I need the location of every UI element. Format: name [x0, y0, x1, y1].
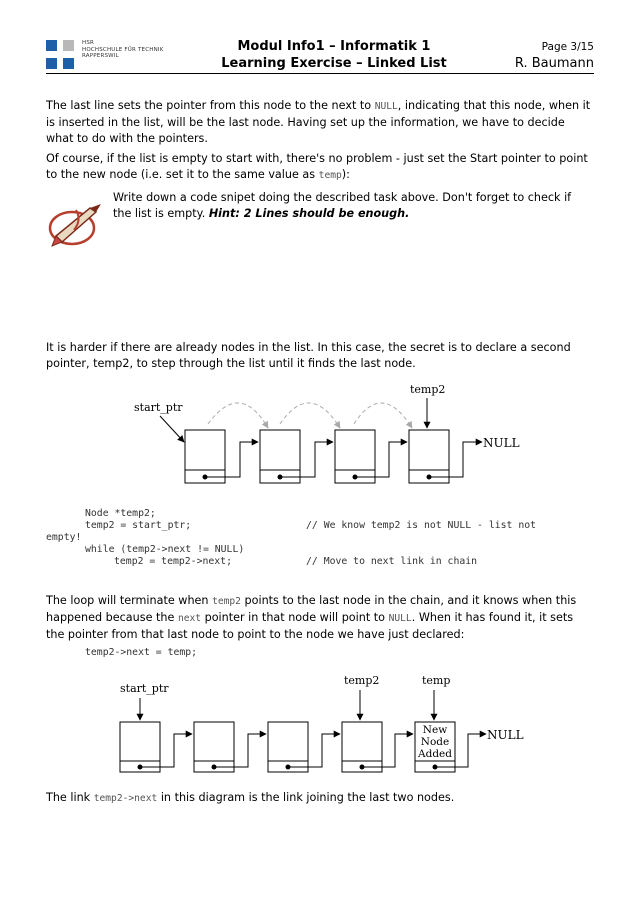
d2-new-node-text-1: New — [422, 724, 448, 736]
para2-text-b: ): — [341, 168, 350, 181]
task-text: Write down a code snipet doing the described task above. Don't forget to check if the list is empty. — [113, 191, 572, 220]
task-hint: Hint: 2 Lines should be enough. — [208, 207, 410, 220]
d2-new-node-text-3: Added — [418, 748, 452, 760]
d1-start-ptr-label: start_ptr — [134, 401, 183, 414]
logo-square-4 — [63, 58, 74, 69]
para1-code: NULL — [374, 101, 398, 112]
logo-square-3 — [46, 58, 57, 69]
d2-node-4 — [342, 722, 382, 772]
logo-square-1 — [46, 40, 57, 51]
d1-node-4 — [409, 430, 449, 483]
module-title: Modul Info1 – Informatik 1 — [237, 39, 431, 54]
para2-text-a: Of course, if the list is empty to start with, there's no problem - just set the Start pointer to point to the new node (i.e. set it to the same value as — [46, 152, 588, 181]
para4-text-2: points to the last node in the chain, and it knows when this happened because the — [46, 594, 577, 624]
d2-temp2-label: temp2 — [344, 674, 380, 687]
traverse-arc-1 — [208, 403, 268, 428]
d1-node-3 — [335, 430, 375, 483]
code-line-3: while (temp2->next != NULL) — [85, 544, 245, 555]
d2-new-node-text-2: Node — [420, 736, 450, 748]
code-line-2-wrap: empty! — [46, 532, 82, 543]
d2-null-label: NULL — [487, 728, 524, 742]
logo-line-3: RAPPERSWIL — [82, 53, 119, 59]
paragraph-null-pointer — [46, 98, 594, 147]
paragraph-empty-list — [46, 151, 594, 184]
para4-code-3: NULL — [388, 613, 412, 624]
para4-text-4: . When it has found it, it sets the pointer from that last node to point to the node we have just declared: — [46, 611, 574, 641]
d2-new-node — [415, 722, 455, 772]
author: R. Baumann — [514, 56, 594, 71]
para4-code-1: temp2 — [212, 596, 241, 607]
logo-line-1: HSR — [82, 40, 95, 46]
d2-start-ptr-label: start_ptr — [120, 682, 169, 695]
para4-code-2: next — [177, 613, 202, 624]
exercise-title: Learning Exercise – Linked List — [221, 56, 447, 71]
para1-text-b: , indicating that this node, when it is inserted in the list, will be the last node. Having set up the information, we have to decide what to do with the pointers. — [46, 99, 591, 145]
code-line-2-comment: // We know temp2 is not NULL - list not — [306, 520, 537, 531]
d1-temp2-label: temp2 — [410, 383, 446, 396]
traverse-arc-3 — [354, 403, 412, 428]
code-line-2: temp2 = start_ptr; — [85, 520, 192, 531]
d2-node-3 — [268, 722, 308, 772]
para5-code: temp2->next — [93, 793, 158, 804]
para5-text-1: The link — [46, 791, 94, 804]
paragraph-link-join — [46, 790, 594, 807]
logo-line-2: HOCHSCHULE FÜR TECHNIK — [82, 46, 164, 53]
traverse-arc-2 — [280, 403, 340, 428]
code-line-4-comment: // Move to next link in chain — [306, 556, 478, 567]
d1-null-label: NULL — [483, 436, 520, 450]
logo-square-2 — [63, 40, 74, 51]
d1-node-1 — [185, 430, 225, 483]
pen-icon — [46, 198, 106, 250]
task-instruction — [113, 190, 583, 222]
linked-list-diagram-1 — [120, 380, 540, 495]
d2-temp-label: temp — [422, 674, 451, 687]
linked-list-diagram-2 — [110, 670, 540, 780]
para2-code: temp — [318, 170, 342, 181]
paragraph-loop-terminate — [46, 593, 594, 643]
d2-node-2 — [194, 722, 234, 772]
d1-start-ptr-arrow — [160, 416, 184, 442]
header-rule — [46, 73, 594, 74]
para4-text-1: The loop will terminate when — [46, 594, 213, 607]
d2-node-1 — [120, 722, 160, 772]
page-number: Page 3/15 — [541, 41, 594, 53]
code-line-1: Node *temp2; — [85, 508, 156, 519]
logo-text — [82, 40, 164, 60]
code-line-4: temp2 = temp2->next; — [114, 556, 232, 567]
hsr-logo — [46, 40, 186, 70]
code-assign-next: temp2->next = temp; — [85, 647, 198, 658]
paragraph-temp2 — [46, 340, 594, 372]
d1-node-2 — [260, 430, 300, 483]
para3-text: It is harder if there are already nodes in the list. In this case, the secret is to declare a second pointer, temp2, to step through the list until it finds the last node. — [46, 341, 571, 370]
para1-text-a: The last line sets the pointer from this node to the next to — [46, 99, 375, 112]
para4-text-3: pointer in that node will point to — [201, 611, 389, 624]
para5-text-2: in this diagram is the link joining the last two nodes. — [157, 791, 455, 804]
